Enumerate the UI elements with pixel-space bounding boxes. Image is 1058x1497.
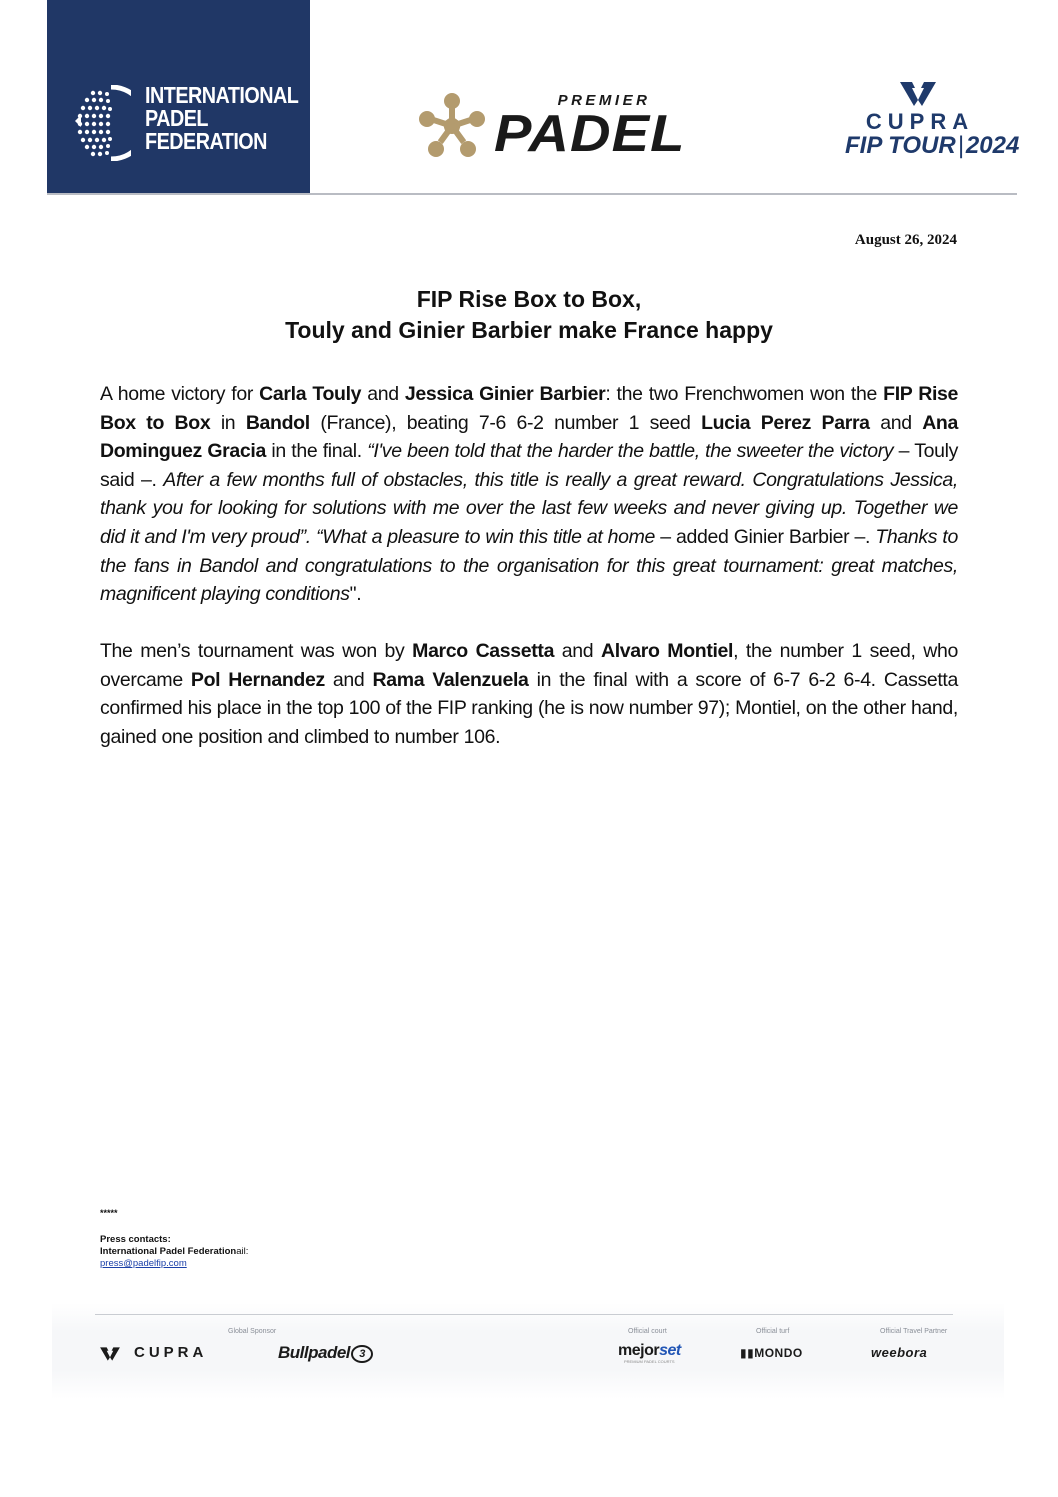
fip-tour-year: 2024	[965, 132, 1020, 159]
player-name: Jessica Ginier Barbier	[404, 383, 606, 405]
label-official-turf: Official turf	[756, 1328, 790, 1335]
section-separator: *****	[100, 1208, 118, 1218]
text-run: A home victory for	[100, 383, 260, 405]
label-official-travel-partner: Official Travel Partner	[880, 1328, 948, 1335]
text-run: and	[361, 383, 405, 405]
player-name: Alvaro Montiel	[601, 640, 734, 662]
label-official-court: Official court	[628, 1328, 667, 1335]
text-run: – added Ginier Barbier –.	[655, 525, 876, 548]
premier-padel-logo	[417, 92, 709, 162]
ipf-name	[145, 82, 299, 154]
text-run: and	[869, 411, 923, 434]
cupra-wordmark: CUPRA	[865, 109, 975, 134]
mondo-sponsor-logo	[740, 1346, 803, 1360]
label-global-sponsor: Global Sponsor	[228, 1328, 277, 1335]
text-run: and	[554, 640, 601, 662]
footer-divider	[95, 1314, 953, 1315]
padel-label: PADEL	[494, 105, 686, 163]
tournament-name: FIP Rise Box to Box	[100, 383, 959, 434]
weebora-sponsor-logo: weebora	[871, 1345, 928, 1360]
cupra-icon	[898, 80, 938, 108]
cupra-fip-tour-logo	[842, 80, 1020, 164]
sponsor-footer	[52, 1303, 1004, 1399]
venue-name: Bandol	[245, 411, 310, 434]
mondo-wordmark: MONDO	[754, 1346, 803, 1360]
player-name: Carla Touly	[259, 383, 362, 405]
mejorset-set: set	[659, 1342, 681, 1359]
bullpadel-wordmark: Bullpadel	[278, 1343, 351, 1362]
contacts-org-name: International Padel Federation	[100, 1246, 237, 1257]
mejorset-tagline: PREMIUM PADEL COURTS	[624, 1359, 675, 1364]
text-run: in the final.	[265, 440, 368, 463]
contacts-org-suffix: ail:	[236, 1246, 249, 1257]
premier-padel-flower-icon	[417, 92, 487, 160]
text-run: in	[210, 411, 246, 434]
text-run: (France), beating 7-6 6-2 number 1 seed	[309, 411, 702, 434]
quote-run: “I've been told that the harder the battle, the sweeter the victory	[367, 440, 894, 463]
ipf-name-line-3: FEDERATION	[145, 128, 267, 154]
contacts-title: Press contacts:	[100, 1234, 171, 1245]
text-run: and	[324, 668, 373, 691]
ipf-ball-icon	[75, 85, 131, 161]
player-name: Lucia Perez Parra	[701, 411, 870, 434]
press-date: August 26, 2024	[854, 232, 957, 248]
quote-run: Thanks to the fans in Bandol and congratulations to the organisation for this great tournament: great matches, magnificent playing conditions	[100, 525, 958, 606]
fip-tour-text: FIP TOUR	[845, 132, 956, 159]
text-run: The men’s tournament was won by	[100, 640, 413, 662]
player-name: Marco Cassetta	[412, 640, 555, 662]
text-run: in the final with a score of 6-7 6-2 6-4. Cassetta confirmed his place in the top 100 of the FIP ranking (he is now number 97); Montiel, on the other hand, gained one position and climbed to number 106.	[100, 668, 958, 748]
fip-tour-label	[845, 132, 1020, 160]
contacts-email-link[interactable]: press@padelfip.com	[100, 1258, 187, 1269]
cupra-sponsor-icon	[99, 1345, 121, 1363]
header-divider	[47, 193, 1017, 195]
tour-separator: |	[957, 132, 964, 159]
player-name: Rama Valenzuela	[372, 668, 529, 691]
press-headline	[100, 284, 958, 346]
player-name: Ana Dominguez Gracia	[100, 411, 958, 463]
premier-label: PREMIER	[557, 92, 651, 109]
ipf-logo-block	[47, 0, 310, 194]
body-paragraph-1	[100, 380, 958, 609]
player-name: Pol Hernandez	[190, 668, 325, 691]
ipf-name-line-1: INTERNATIONAL	[145, 82, 299, 108]
text-run: , the number 1 seed, who overcame	[100, 640, 959, 691]
press-contacts	[100, 1234, 248, 1270]
mondo-icon: ▮▮	[740, 1346, 755, 1360]
mejorset-mejor: mejor	[618, 1342, 660, 1359]
mejorset-sponsor-logo	[618, 1342, 681, 1360]
headline-line-1: FIP Rise Box to Box,	[416, 286, 642, 312]
bullpadel-sponsor-logo	[278, 1343, 373, 1363]
contacts-organisation	[100, 1246, 248, 1258]
text-run: : the two Frenchwomen won the	[605, 383, 884, 405]
ipf-name-line-2: PADEL	[145, 105, 208, 131]
text-run: ".	[349, 583, 362, 606]
headline-line-2: Touly and Ginier Barbier make France happy	[285, 317, 773, 343]
quote-run: After a few months full of obstacles, this title is really a great reward. Congratulations Jessica, thank you for looking for solutions with me over the last few weeks and never giving up. Together we did it and I'm very proud”. “What a pleasure to win this title at home	[100, 468, 958, 548]
cupra-sponsor-logo: CUPRA	[134, 1344, 208, 1361]
body-paragraph-2	[100, 637, 958, 751]
bullpadel-badge: 3	[351, 1345, 373, 1363]
text-run: – Touly said –.	[100, 440, 958, 491]
